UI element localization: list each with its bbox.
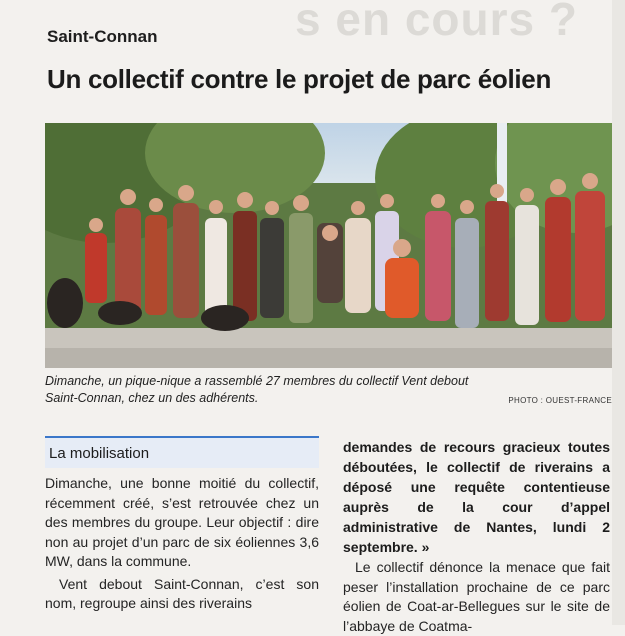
right-column-text [343,558,610,636]
left-column-text [45,474,319,614]
paragraph: Vent debout Saint-Connan, c’est son nom, regroupe ainsi des riverains [45,575,319,611]
article-location: Saint-Connan [47,27,158,46]
left-column [45,436,325,614]
section-header [45,436,319,468]
article [45,0,612,634]
group-photo [45,123,612,368]
paragraph: Dimanche, une bonne moitié du collectif, récemment créé, s’est retrouvée chez un des membres du groupe. Leur objectif : dire non au projet d’un parc de six éoliennes 3,6 MW, dans la commune. [45,475,319,569]
photo-credit: PHOTO : OUEST-FRANCE [508,396,612,405]
right-column [343,437,610,636]
page-edge [612,0,625,625]
photo-caption: Dimanche, un pique-nique a rassemblé 27 membres du collectif Vent debout Saint-Connan, chez un des adhérents. [45,374,469,405]
background-page-fragment: s en cours ? [295,0,578,45]
group-photo-illustration [45,123,612,368]
paragraph: Le collectif dénonce la menace que fait peser l’installation prochaine de ce parc éolien de Coat-ar-Bellegues sur le site de l’abbaye de Coatma- [343,559,610,634]
quote-text: demandes de recours gracieux toutes déboutées, le collectif de riverains a déposé une requête contentieuse auprès de la cour d’appel administrative de Nantes, lundi 2 septembre. » [343,439,610,555]
section-title: La mobilisation [49,445,150,462]
article-headline: Un collectif contre le projet de parc éolien [47,64,552,94]
